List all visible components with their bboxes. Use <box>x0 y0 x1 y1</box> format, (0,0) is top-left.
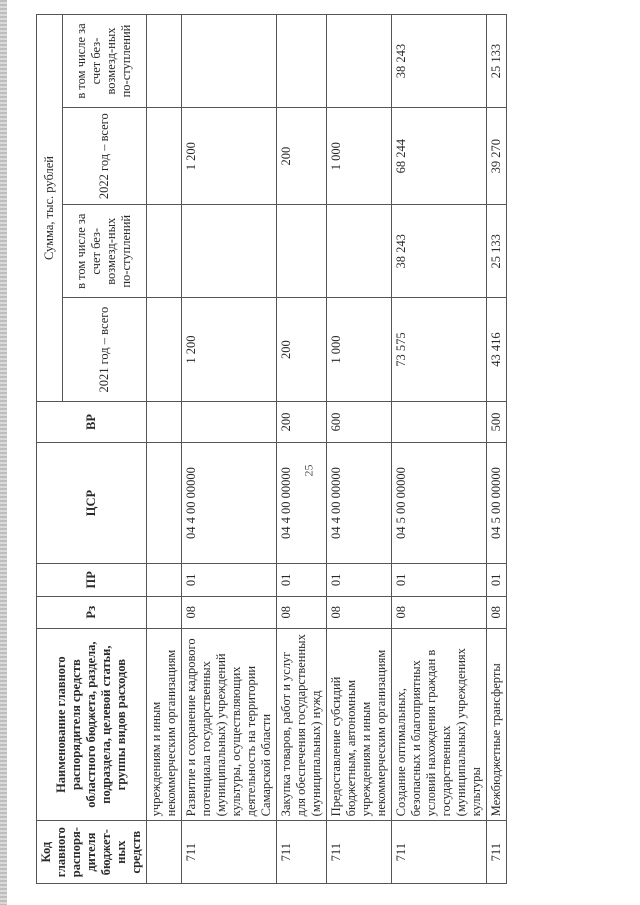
cell-csr: 04 4 00 00000 <box>277 443 327 564</box>
cell-2022-free <box>327 15 392 108</box>
cell-vr <box>182 401 277 442</box>
cell-pr <box>147 564 182 596</box>
header-2022-total: 2022 год – всего <box>62 108 146 205</box>
cell-csr: 04 4 00 00000 <box>327 443 392 564</box>
cell-rz <box>147 596 182 628</box>
table-row <box>147 15 182 884</box>
cell-2022-free: 25 133 <box>487 15 507 108</box>
cell-2021-free: 38 243 <box>392 205 487 298</box>
cell-2022-total <box>147 108 182 205</box>
cell-2021-free <box>182 205 277 298</box>
cell-pr: 01 <box>277 564 327 596</box>
cell-code: 711 <box>392 821 487 884</box>
cell-code: 711 <box>182 821 277 884</box>
table-row <box>327 15 392 884</box>
cell-pr: 01 <box>327 564 392 596</box>
cell-2022-total: 1 200 <box>182 108 277 205</box>
cell-code <box>147 821 182 884</box>
cell-2021-free <box>147 205 182 298</box>
cell-pr: 01 <box>487 564 507 596</box>
header-csr: ЦСР <box>37 443 147 564</box>
cell-2021-free <box>327 205 392 298</box>
cell-2022-free <box>277 15 327 108</box>
header-sum-group: Сумма, тыс. рублей <box>37 15 63 402</box>
cell-code: 711 <box>487 821 507 884</box>
cell-2021-total: 43 416 <box>487 298 507 402</box>
header-pr: ПР <box>37 564 147 596</box>
cell-csr: 04 5 00 00000 <box>487 443 507 564</box>
cell-name: Межбюджетные трансферты <box>487 628 507 820</box>
cell-csr: 04 5 00 00000 <box>392 443 487 564</box>
cell-code: 711 <box>277 821 327 884</box>
cell-vr: 600 <box>327 401 392 442</box>
cell-vr <box>147 401 182 442</box>
cell-pr: 01 <box>392 564 487 596</box>
table-row <box>182 15 277 884</box>
budget-table <box>36 14 507 884</box>
cell-name: Предоставление субсидий бюджетным, автономным учреждениям и иным некоммерческим организациям <box>327 628 392 820</box>
cell-csr <box>147 443 182 564</box>
cell-2021-total: 200 <box>277 298 327 402</box>
cell-csr: 04 4 00 00000 <box>182 443 277 564</box>
cell-2021-total: 1 200 <box>182 298 277 402</box>
header-2022-free: в том числе за счет без-возмезд-ных по-ступлений <box>62 15 146 108</box>
cell-name: Развитие и сохранение кадрового потенциала государственных (муниципальных) учреждений культуры, осуществляющих деятельность на территории Самарской области <box>182 628 277 820</box>
cell-2021-total <box>147 298 182 402</box>
scan-page-edge <box>0 0 7 905</box>
cell-2022-total: 39 270 <box>487 108 507 205</box>
cell-2021-free: 25 133 <box>487 205 507 298</box>
cell-2022-total: 1 000 <box>327 108 392 205</box>
header-2021-free: в том числе за счет без-возмезд-ных по-ступлений <box>62 205 146 298</box>
cell-2022-free <box>182 15 277 108</box>
cell-name: Закупка товаров, работ и услуг для обеспечения государственных (муниципальных) нужд <box>277 628 327 820</box>
cell-2021-total: 1 000 <box>327 298 392 402</box>
cell-2022-free <box>147 15 182 108</box>
cell-rz: 08 <box>182 596 277 628</box>
cell-name: Создание оптимальных, безопасных и благоприятных условий нахождения граждан в государственных (муниципальных) учреждениях культуры <box>392 628 487 820</box>
cell-2022-total: 68 244 <box>392 108 487 205</box>
header-vr: ВР <box>37 401 147 442</box>
cell-pr: 01 <box>182 564 277 596</box>
header-code: Код главного распоря-дителя бюджет-ных средств <box>37 821 147 884</box>
cell-rz: 08 <box>487 596 507 628</box>
table-body <box>147 15 507 884</box>
cell-name: учреждениям и иным некоммерческим организациям <box>147 628 182 820</box>
header-rz: Рз <box>37 596 147 628</box>
cell-2022-free: 38 243 <box>392 15 487 108</box>
cell-code: 711 <box>327 821 392 884</box>
cell-vr <box>392 401 487 442</box>
cell-vr: 200 <box>277 401 327 442</box>
cell-rz: 08 <box>392 596 487 628</box>
cell-2021-total: 73 575 <box>392 298 487 402</box>
table-row <box>277 15 327 884</box>
page-number: 25 <box>301 464 316 477</box>
cell-2021-free <box>277 205 327 298</box>
cell-rz: 08 <box>277 596 327 628</box>
header-name: Наименование главного распорядителя средств областного бюджета, раздела, подраздела, целевой статьи, группы видов расходов <box>37 628 147 820</box>
table-row <box>392 15 487 884</box>
table-header <box>37 15 147 884</box>
header-2021-total: 2021 год – всего <box>62 298 146 402</box>
cell-2022-total: 200 <box>277 108 327 205</box>
table-row <box>487 15 507 884</box>
cell-vr: 500 <box>487 401 507 442</box>
cell-rz: 08 <box>327 596 392 628</box>
rotated-table-container <box>36 14 618 884</box>
